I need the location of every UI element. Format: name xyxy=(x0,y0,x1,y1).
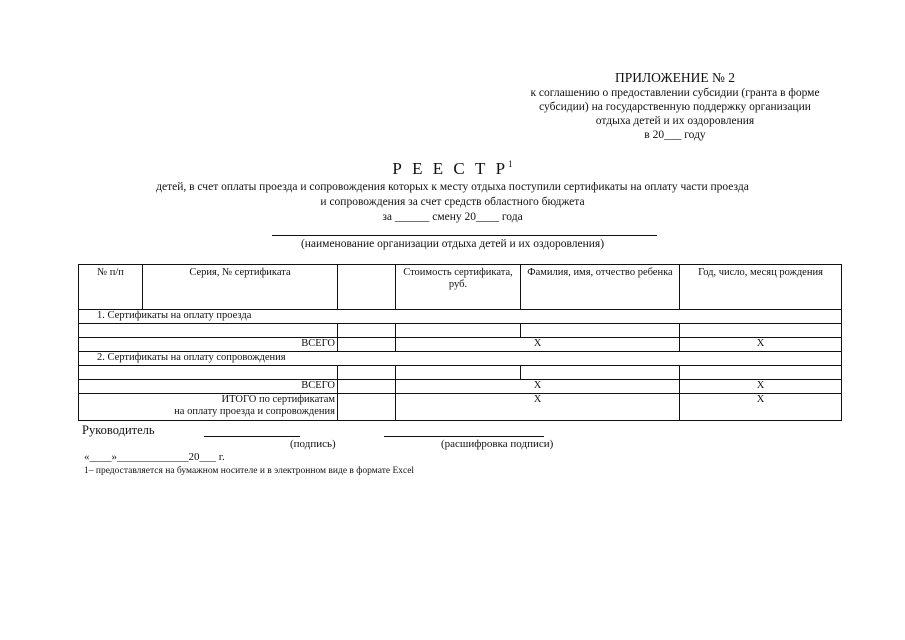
appendix-header xyxy=(500,70,850,142)
section-escort-row xyxy=(79,352,842,366)
header-cost: Стоимость сертификата, руб. xyxy=(396,265,521,310)
table-cell xyxy=(338,380,396,394)
grand-total-line-1: ИТОГО по сертификатам xyxy=(221,394,335,405)
table-cell xyxy=(338,338,396,352)
register-title-text: Р Е Е С Т Р xyxy=(392,159,509,178)
org-caption: (наименование организации отдыха детей и их оздоровления) xyxy=(300,238,605,250)
appendix-line-1: к соглашению о предоставлении субсидии (гранта в форме xyxy=(530,87,820,99)
total-travel-birth-x: Х xyxy=(680,338,842,352)
header-spacer xyxy=(338,265,396,310)
table-cell xyxy=(396,324,521,338)
section-escort-label: 2. Сертификаты на оплату сопровождения xyxy=(79,352,842,366)
grand-total-line-2: на оплату проезда и сопровождения xyxy=(174,406,335,417)
table-row xyxy=(79,366,842,380)
table-cell xyxy=(338,366,396,380)
org-name-line xyxy=(272,235,657,236)
footnote: 1– предоставляется на бумажном носителе и в электронном виде в формате Excel xyxy=(84,466,415,476)
total-travel-x: Х xyxy=(396,338,680,352)
table-cell xyxy=(521,366,680,380)
register-title xyxy=(0,159,905,179)
total-travel-row xyxy=(79,338,842,352)
table-cell xyxy=(79,324,338,338)
total-escort-x: Х xyxy=(396,380,680,394)
total-escort-birth-x: Х xyxy=(680,380,842,394)
table-cell xyxy=(521,324,680,338)
appendix-title: ПРИЛОЖЕНИЕ № 2 xyxy=(614,70,736,85)
grand-total-label xyxy=(79,394,338,421)
table-cell xyxy=(338,324,396,338)
appendix-line-2: субсидии) на государственную поддержку организации xyxy=(539,101,811,113)
table-cell xyxy=(680,366,842,380)
register-subtitle-1: детей, в счет оплаты проезда и сопровождения которых к месту отдыха поступили сертификаты на оплату части проезда xyxy=(156,181,749,193)
grand-total-birth-x: Х xyxy=(680,394,842,421)
grand-total-row xyxy=(79,394,842,421)
sign-caption: (подпись) xyxy=(290,438,336,450)
total-escort-label: ВСЕГО xyxy=(79,380,338,394)
total-escort-row xyxy=(79,380,842,394)
registry-table xyxy=(78,264,842,421)
head-label: Руководитель xyxy=(82,423,155,437)
header-birth-date: Год, число, месяц рождения xyxy=(680,265,842,310)
table-cell xyxy=(338,394,396,421)
table-row xyxy=(79,324,842,338)
appendix-line-3: отдыха детей и их оздоровления xyxy=(595,115,755,127)
decode-caption: (расшифровка подписи) xyxy=(441,438,554,450)
appendix-line-4: в 20___ году xyxy=(644,129,706,141)
header-number: № п/п xyxy=(79,265,143,310)
section-travel-label: 1. Сертификаты на оплату проезда xyxy=(79,310,842,324)
signature-line xyxy=(204,436,300,437)
table-cell xyxy=(396,366,521,380)
header-child-name: Фамилия, имя, отчество ребенка xyxy=(521,265,680,310)
total-travel-label: ВСЕГО xyxy=(79,338,338,352)
register-subtitle-3: за ______ смену 20____ года xyxy=(382,211,523,223)
table-header-row xyxy=(79,265,842,310)
table-cell xyxy=(680,324,842,338)
register-footnote-mark: 1 xyxy=(508,159,513,169)
decode-line xyxy=(384,436,544,437)
grand-total-x: Х xyxy=(396,394,680,421)
register-subtitle-2: и сопровождения за счет средств областного бюджета xyxy=(320,196,585,208)
table-cell xyxy=(79,366,338,380)
header-series: Серия, № сертификата xyxy=(143,265,338,310)
date-line: «____»_____________20___ г. xyxy=(84,451,225,463)
section-travel-row xyxy=(79,310,842,324)
